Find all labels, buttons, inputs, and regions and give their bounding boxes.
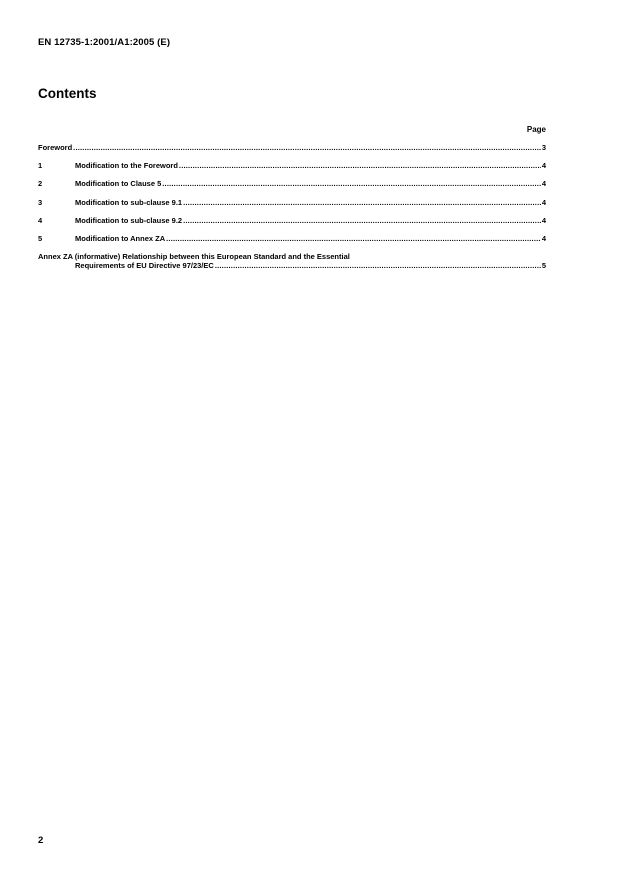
dot-leader [215,261,541,270]
toc-entry-foreword[interactable] [38,143,546,153]
toc-annex-title-line-1: Annex ZA (informative) Relationship between this European Standard and the Essential [38,252,350,262]
toc-entry-5[interactable] [38,234,546,244]
toc-annex-line-2 [38,261,546,270]
document-identifier: EN 12735-1:2001/A1:2005 (E) [38,37,171,48]
toc-entry-title: Modification to sub-clause 9.1 [75,197,183,207]
toc-entry-annex-za[interactable] [38,252,546,270]
toc-entry-number: 1 [38,161,43,171]
contents-heading: Contents [38,86,97,101]
toc-entry-number: 5 [38,233,43,243]
dot-leader [183,216,541,226]
dot-leader [183,198,541,208]
toc-entry-page: 4 [541,215,546,225]
page-column-label: Page [526,125,546,134]
toc-entry-1[interactable] [38,161,546,171]
toc-entry-page: 5 [541,261,546,271]
toc-entry-page: 4 [541,161,546,171]
toc-entry-3[interactable] [38,198,546,208]
toc-entry-title: Modification to Annex ZA [75,233,166,243]
toc-entry-page: 4 [541,179,546,189]
toc-entry-number: 2 [38,179,43,189]
toc-entry-4[interactable] [38,216,546,226]
dot-leader [179,161,541,171]
toc-entry-page: 3 [541,143,546,152]
toc-annex-title-line-2: Requirements of EU Directive 97/23/EC [75,261,214,271]
page-number: 2 [38,835,44,846]
toc-entry-number: 4 [38,215,43,225]
dot-leader [73,143,541,153]
toc-entry-title: Modification to sub-clause 9.2 [75,215,183,225]
table-of-contents [38,143,546,270]
toc-entry-title: Modification to the Foreword [75,161,178,171]
toc-entry-page: 4 [541,233,546,243]
toc-entry-title: Modification to Clause 5 [75,179,162,189]
dot-leader [166,234,541,244]
toc-entry-number: 3 [38,197,43,207]
dot-leader [162,179,541,189]
toc-entry-2[interactable] [38,179,546,189]
toc-entry-page: 4 [541,197,546,207]
toc-entry-title: Foreword [38,143,73,152]
